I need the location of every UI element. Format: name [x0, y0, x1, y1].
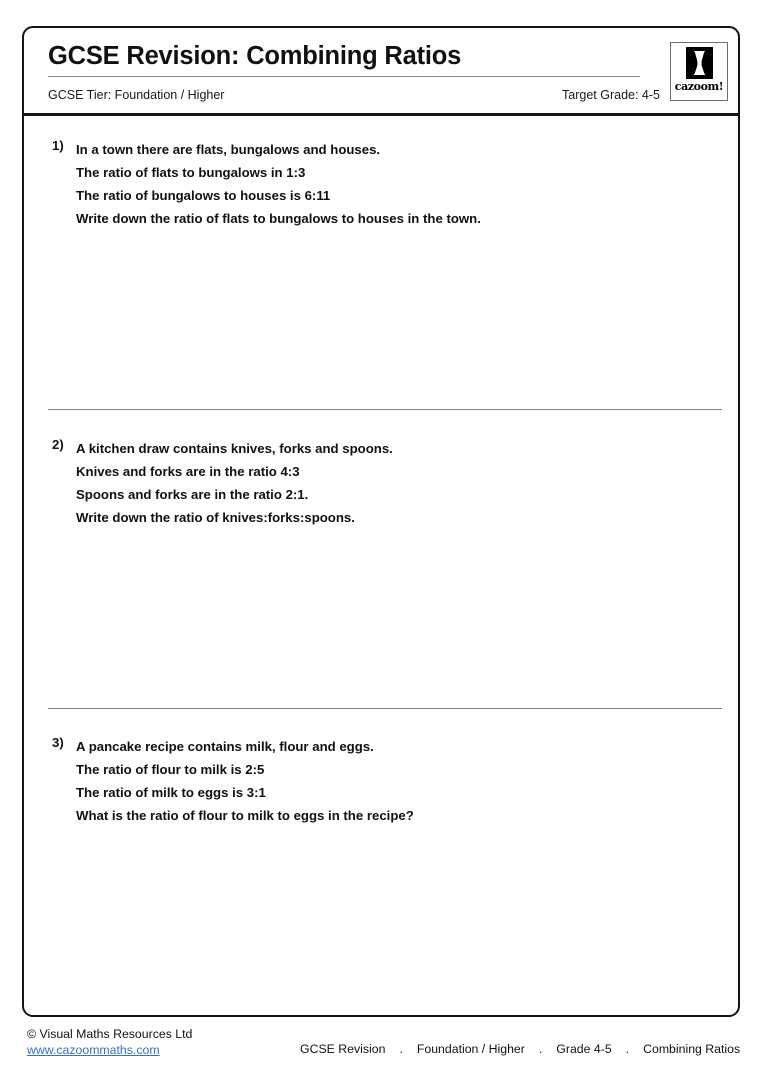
question-1-text-4: Write down the ratio of flats to bungalows to houses in the town. [76, 210, 481, 226]
worksheet-page [22, 26, 740, 1017]
question-separator-2 [48, 708, 722, 709]
question-2 [24, 437, 738, 529]
question-3-line-4 [24, 804, 738, 827]
footer-breadcrumb [300, 1042, 740, 1056]
question-1-text-3: The ratio of bungalows to houses is 6:11 [76, 187, 331, 203]
question-3-line-2 [24, 758, 738, 781]
question-2-text-4: Write down the ratio of knives:forks:spoons. [76, 509, 355, 525]
breadcrumb-separator-1: . [399, 1042, 403, 1056]
breadcrumb-separator-3: . [625, 1042, 630, 1056]
breadcrumb-item-grade: Grade 4-5 [556, 1042, 612, 1056]
question-3-text-4: What is the ratio of flour to milk to eggs in the recipe? [76, 807, 414, 823]
cazoom-goblet-icon [686, 47, 713, 79]
question-2-text-3: Spoons and forks are in the ratio 2:1. [76, 486, 309, 502]
question-1-number: 1) [52, 137, 64, 153]
question-3-line-3 [24, 781, 738, 804]
cazoommaths-link[interactable]: www.cazoommaths.com [27, 1043, 160, 1057]
question-separator-1 [48, 409, 722, 410]
worksheet-header [24, 28, 738, 113]
question-1-text-2: The ratio of flats to bungalows in 1:3 [76, 164, 306, 180]
copyright-label: © Visual Maths Resources Ltd [27, 1027, 193, 1041]
question-3 [24, 735, 738, 827]
question-1-line-2 [24, 161, 738, 184]
title-underline-rule [48, 76, 640, 77]
page-title: GCSE Revision: Combining Ratios [48, 42, 462, 70]
breadcrumb-item-topic: Combining Ratios [643, 1042, 741, 1056]
question-3-text-2: The ratio of flour to milk is 2:5 [76, 761, 265, 777]
question-2-line-1 [24, 437, 738, 460]
target-grade-label: Target Grade: 4-5 [562, 88, 660, 102]
question-3-number: 3) [52, 734, 64, 750]
cazoom-logo [670, 42, 728, 101]
question-1 [24, 138, 738, 230]
question-2-text-1: A kitchen draw contains knives, forks and spoons. [76, 440, 393, 456]
question-3-line-1 [24, 735, 738, 758]
page-footer [0, 1026, 768, 1074]
question-3-text-3: The ratio of milk to eggs is 3:1 [76, 784, 266, 800]
question-2-line-2 [24, 460, 738, 483]
questions-area [24, 116, 738, 1014]
question-1-line-4 [24, 207, 738, 230]
breadcrumb-separator-2: . [538, 1042, 543, 1056]
tier-label: GCSE Tier: Foundation / Higher [48, 88, 225, 102]
question-1-line-1 [24, 138, 738, 161]
cazoom-logo-text: cazoom! [674, 80, 724, 93]
question-2-number: 2) [52, 436, 64, 452]
question-1-line-3 [24, 184, 738, 207]
question-1-text-1: In a town there are flats, bungalows and houses. [76, 141, 381, 157]
breadcrumb-item-tier: Foundation / Higher [416, 1042, 525, 1056]
question-2-line-3 [24, 483, 738, 506]
breadcrumb-item-revision: GCSE Revision [300, 1042, 386, 1056]
question-3-text-1: A pancake recipe contains milk, flour and eggs. [76, 738, 374, 754]
footer-credit-block [27, 1026, 192, 1058]
question-2-text-2: Knives and forks are in the ratio 4:3 [76, 463, 300, 479]
question-2-line-4 [24, 506, 738, 529]
